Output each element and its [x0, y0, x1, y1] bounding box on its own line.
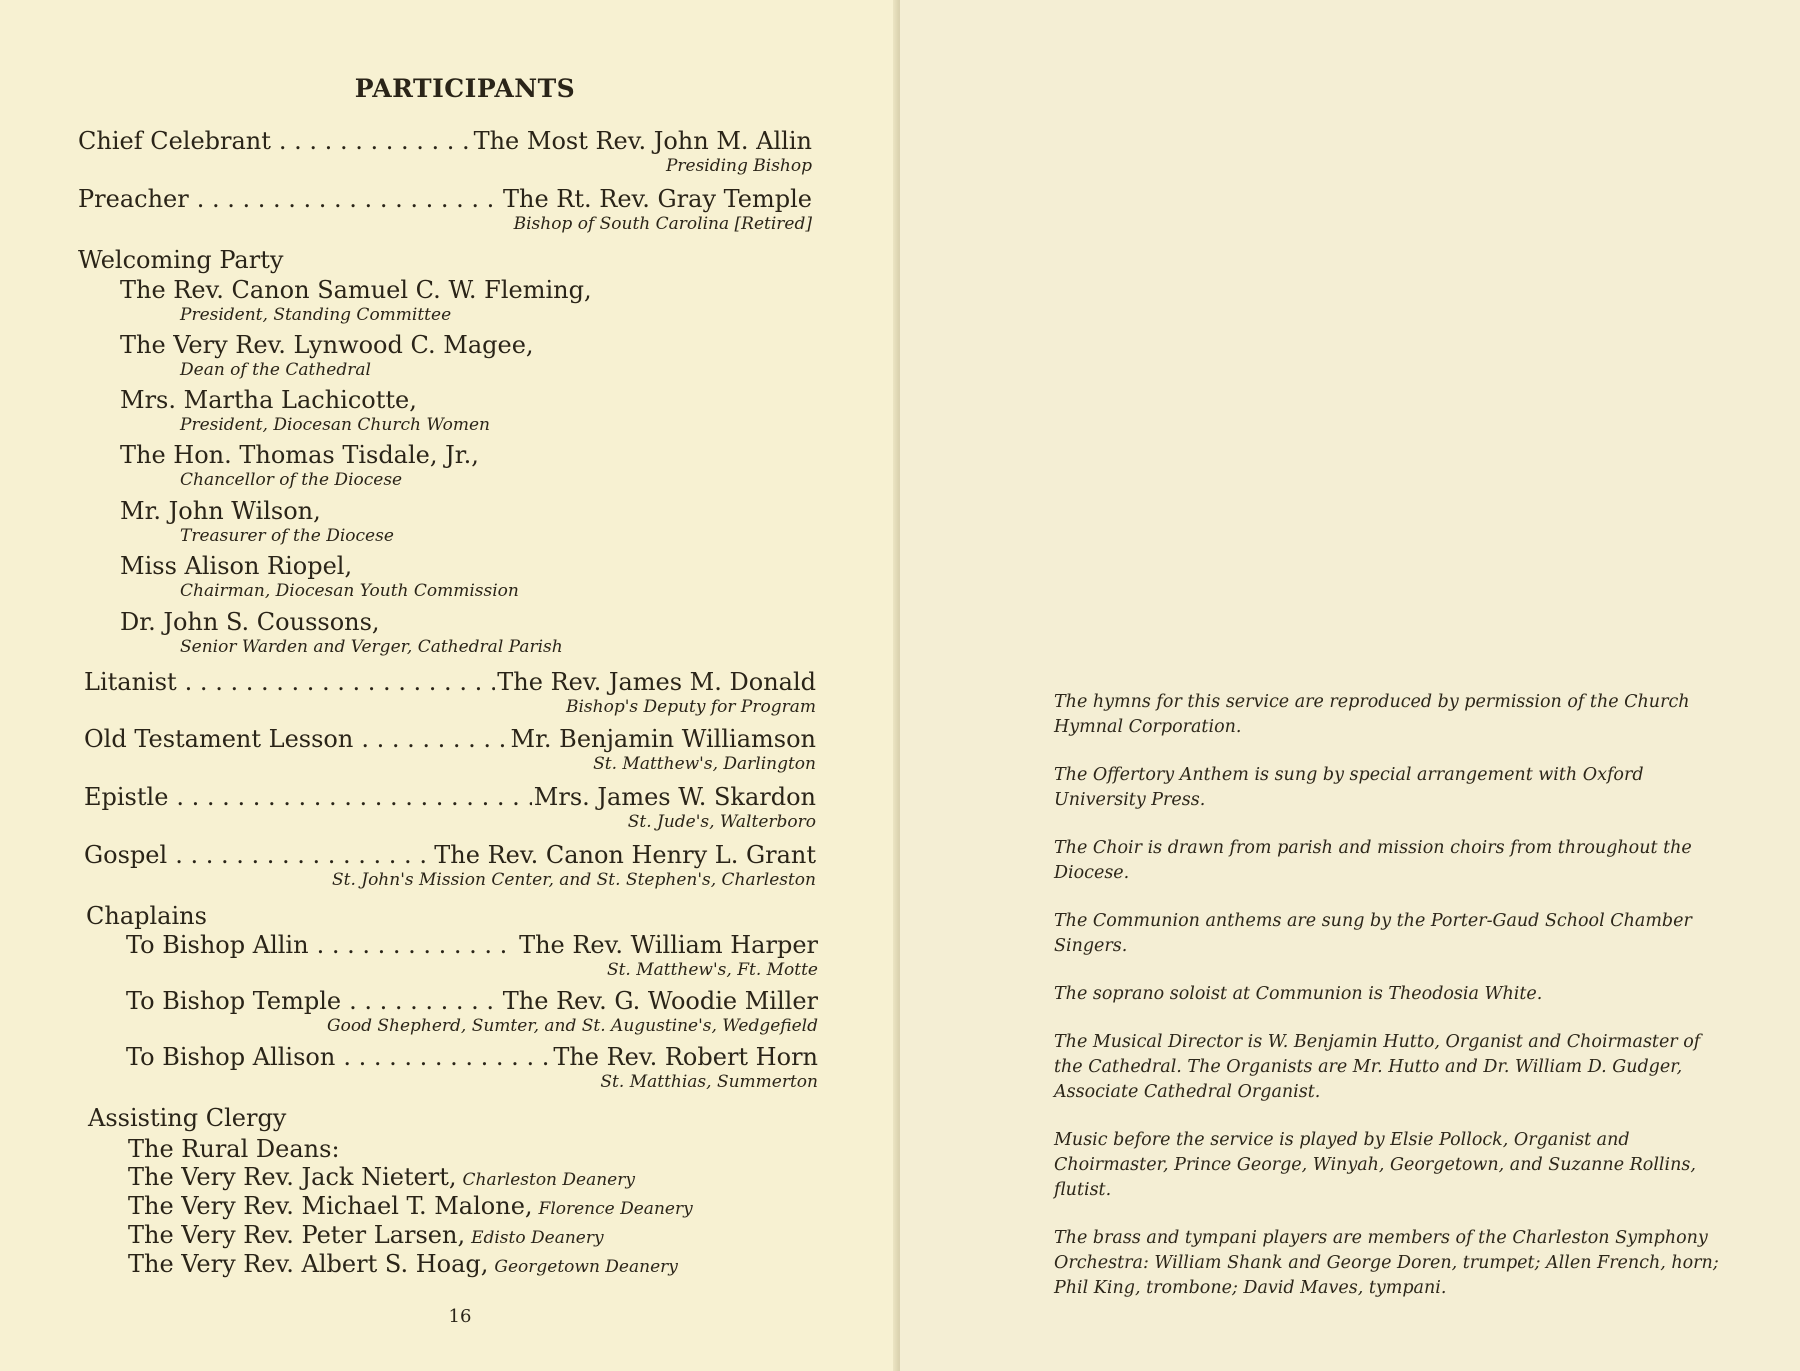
deanery-name: Edisto Deanery [471, 1228, 604, 1248]
welcoming-member [120, 496, 394, 546]
role-label: Epistle [84, 783, 169, 811]
leader-dots [185, 667, 496, 697]
subheading-rural-deans: The Rural Deans: [128, 1135, 340, 1163]
member-name: Mrs. Martha Lachicotte, [120, 386, 417, 414]
dean-name: The Very Rev. Jack Nietert, [128, 1163, 457, 1191]
note-paragraph: The Communion anthems are sung by the Porter-Gaud School Chamber Singers. [1054, 911, 1692, 956]
member-title: Treasurer of the Diocese [180, 526, 394, 546]
participant-entry [126, 1042, 818, 1092]
member-name: Dr. John S. Coussons, [120, 608, 380, 636]
role-label: Gospel [84, 841, 168, 869]
participant-name: Mr. Benjamin Williamson [510, 725, 816, 753]
dean-entry [128, 1221, 604, 1253]
participant-title: St. Matthew's, Ft. Motte [606, 960, 818, 980]
leader-dots [176, 782, 531, 812]
member-name: The Very Rev. Lynwood C. Magee, [120, 331, 534, 359]
welcoming-member [120, 551, 519, 601]
welcoming-member [120, 275, 592, 325]
role-label: To Bishop Temple [126, 987, 342, 1015]
leader-dots [361, 724, 508, 754]
participant-title: St. John's Mission Center, and St. Stephen's, Charleston [331, 870, 816, 890]
member-title: President, Standing Committee [180, 305, 452, 325]
deanery-name: Charleston Deanery [462, 1170, 635, 1190]
role-label: Preacher [78, 185, 189, 213]
dean-name: The Very Rev. Albert S. Hoag, [128, 1250, 489, 1278]
participant-title: St. Matthew's, Darlington [593, 754, 816, 774]
note-paragraph: The Offertory Anthem is sung by special arrangement with Oxford University Press. [1054, 765, 1644, 810]
section-heading-chaplains: Chaplains [86, 902, 207, 930]
welcoming-member [120, 330, 534, 380]
participant-name: The Rev. G. Woodie Miller [502, 987, 818, 1015]
participant-name: Mrs. James W. Skardon [533, 783, 816, 811]
note-paragraph: The hymns for this service are reproduced by permission of the Church Hymnal Corporation. [1054, 692, 1690, 737]
note-paragraph: Music before the service is played by Elsie Pollock, Organist and Choirmaster, Prince George, Winyah, Georgetown, and Suzanne Rollins, flutist. [1054, 1130, 1696, 1200]
leader-dots [197, 184, 501, 214]
dean-entry [128, 1163, 635, 1195]
dean-name: The Very Rev. Peter Larsen, [128, 1221, 466, 1249]
participant-name: The Rev. Robert Horn [553, 1043, 818, 1071]
participant-title: Presiding Bishop [665, 156, 812, 176]
participant-title: Bishop's Deputy for Program [565, 697, 816, 717]
participant-title: St. Jude's, Walterboro [627, 812, 816, 832]
note-paragraph: The brass and tympani players are members of the Charleston Symphony Orchestra: William Shank and George Doren, trumpet; Allen French, horn; Phil King, trombone; David Maves, tympani. [1054, 1228, 1719, 1298]
member-name: The Hon. Thomas Tisdale, Jr., [120, 441, 479, 469]
participant-entry [126, 986, 818, 1036]
participant-entry [78, 184, 812, 234]
participant-name: The Rev. James M. Donald [497, 668, 816, 696]
welcoming-member [120, 385, 490, 435]
leader-dots [343, 1042, 551, 1072]
section-heading-welcoming-party: Welcoming Party [78, 246, 284, 274]
member-name: Mr. John Wilson, [120, 497, 321, 525]
leader-dots [349, 986, 501, 1016]
participant-name: The Rev. William Harper [519, 931, 818, 959]
acknowledgement-notes [1054, 690, 1724, 1324]
member-title: Chairman, Diocesan Youth Commission [180, 581, 519, 601]
note-paragraph: The soprano soloist at Communion is Theodosia White. [1054, 984, 1543, 1004]
section-heading-assisting-clergy: Assisting Clergy [88, 1104, 287, 1132]
dean-name: The Very Rev. Michael T. Malone, [128, 1192, 533, 1220]
role-label: Old Testament Lesson [84, 725, 354, 753]
role-label: Litanist [84, 668, 177, 696]
role-label: To Bishop Allin [126, 931, 309, 959]
role-label: Chief Celebrant [78, 127, 271, 155]
role-label: To Bishop Allison [126, 1043, 336, 1071]
participant-title: St. Matthias, Summerton [600, 1072, 818, 1092]
participant-title: Good Shepherd, Sumter, and St. Augustine's, Wedgefield [327, 1016, 818, 1036]
member-title: Dean of the Cathedral [180, 360, 371, 380]
participant-entry [126, 930, 818, 980]
member-title: Chancellor of the Diocese [180, 470, 403, 490]
participant-entry [84, 724, 816, 774]
deanery-name: Florence Deanery [538, 1199, 693, 1219]
page-number: 16 [448, 1306, 472, 1327]
dean-entry [128, 1250, 678, 1282]
participant-entry [84, 667, 816, 717]
participant-name: The Rt. Rev. Gray Temple [503, 185, 812, 213]
dean-entry [128, 1192, 693, 1224]
participant-name: The Rev. Canon Henry L. Grant [434, 841, 816, 869]
welcoming-member [120, 440, 479, 490]
page-title: PARTICIPANTS [354, 74, 576, 103]
deanery-name: Georgetown Deanery [494, 1257, 678, 1277]
note-paragraph: The Musical Director is W. Benjamin Hutto, Organist and Choirmaster of the Cathedral. The Organists are Mr. Hutto and Dr. William D. Gudger, Associate Cathedral Organist. [1054, 1032, 1701, 1102]
leader-dots [175, 840, 432, 870]
participant-entry [84, 840, 816, 890]
participant-name: The Most Rev. John M. Allin [473, 127, 812, 155]
member-title: President, Diocesan Church Women [180, 415, 491, 435]
member-name: The Rev. Canon Samuel C. W. Fleming, [120, 276, 592, 304]
member-name: Miss Alison Riopel, [120, 552, 353, 580]
member-title: Senior Warden and Verger, Cathedral Parish [180, 637, 563, 657]
participant-title: Bishop of South Carolina [Retired] [513, 214, 812, 234]
leader-dots [317, 930, 517, 960]
note-paragraph: The Choir is drawn from parish and mission choirs from throughout the Diocese. [1054, 838, 1692, 883]
leader-dots [279, 126, 472, 156]
participant-entry [78, 126, 812, 176]
participant-entry [84, 782, 816, 832]
welcoming-member [120, 607, 563, 657]
